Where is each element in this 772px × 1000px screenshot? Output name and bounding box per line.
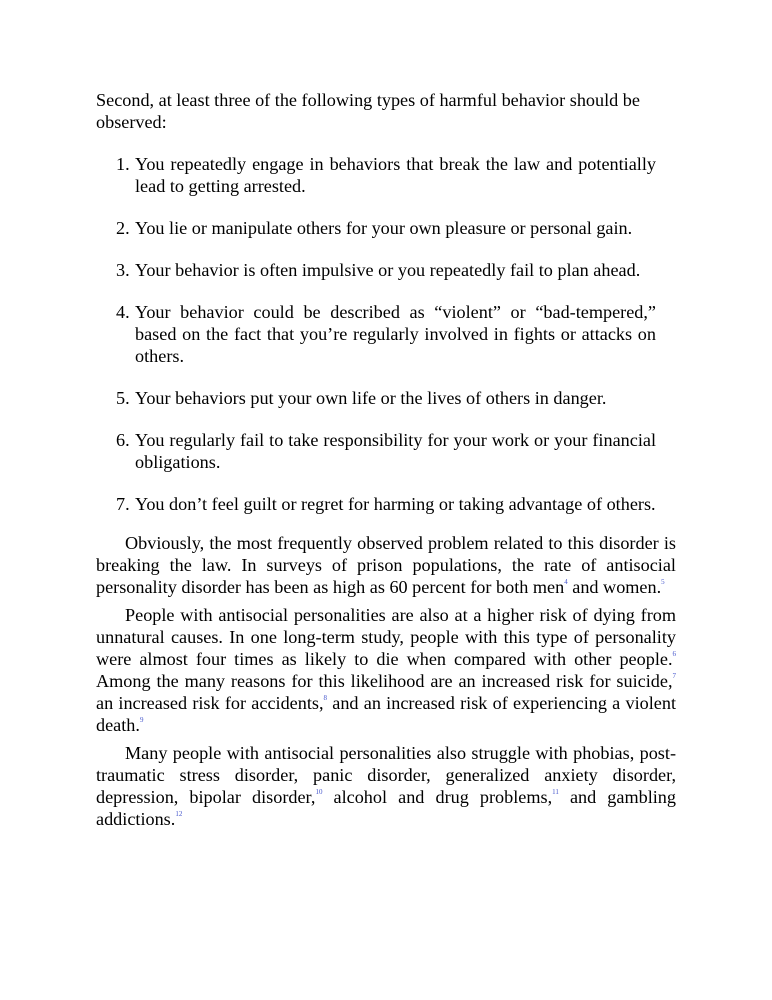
criteria-number: 3. [116, 260, 130, 280]
footnote-ref-12[interactable]: 12 [175, 810, 183, 818]
footnote-ref-4[interactable]: 4 [564, 578, 568, 586]
criteria-number: 6. [116, 430, 130, 450]
criteria-text: You regularly fail to take responsibility for your work or your financial obligations. [135, 430, 656, 472]
criteria-number: 1. [116, 154, 130, 174]
criteria-list [96, 153, 676, 515]
paragraph-prison-rates [96, 532, 676, 598]
criteria-number: 4. [116, 302, 130, 322]
criteria-number: 5. [116, 388, 130, 408]
paragraph-text: and gambling addictions. [96, 787, 676, 829]
footnote-ref-5[interactable]: 5 [661, 578, 665, 586]
criteria-text: Your behaviors put your own life or the lives of others in danger. [135, 388, 607, 408]
criteria-item [116, 429, 656, 473]
paragraph-text: Obviously, the most frequently observed problem related to this disorder is breaking the law. In surveys of prison populations, the rate of antisocial personality disorder has been as high as 60 percent for both men [96, 533, 676, 597]
criteria-item [116, 301, 656, 367]
criteria-text: Your behavior is often impulsive or you repeatedly fail to plan ahead. [135, 260, 641, 280]
criteria-number: 7. [116, 494, 130, 514]
footnote-ref-8[interactable]: 8 [323, 694, 328, 702]
page-body [96, 89, 676, 836]
paragraph-comorbidities [96, 742, 676, 830]
criteria-text: You repeatedly engage in behaviors that break the law and potentially lead to getting arrested. [135, 154, 656, 196]
criteria-text: Your behavior could be described as “violent” or “bad-tempered,” based on the fact that you’re regularly involved in fights or attacks on others. [135, 302, 656, 366]
criteria-item [116, 153, 656, 197]
footnote-ref-11[interactable]: 11 [552, 788, 559, 796]
paragraph-text: alcohol and drug problems, [322, 787, 553, 807]
paragraph-text: and women. [567, 577, 662, 597]
footnote-ref-10[interactable]: 10 [315, 788, 323, 796]
paragraph-text: People with antisocial personalities are also at a higher risk of dying from unnatural causes. In one long-term study, people with this type of personality were almost four times as likely to die when compared with other people. [96, 605, 676, 669]
criteria-number: 2. [116, 218, 130, 238]
intro-paragraph: Second, at least three of the following types of harmful behavior should be observed: [96, 90, 640, 132]
paragraph-mortality-risk [96, 604, 676, 736]
criteria-item [116, 259, 656, 281]
criteria-item [116, 217, 656, 239]
paragraph-text: Among the many reasons for this likelihood are an increased risk for suicide, [96, 671, 673, 691]
footnote-ref-6[interactable]: 6 [672, 650, 676, 658]
criteria-text: You lie or manipulate others for your own pleasure or personal gain. [135, 218, 633, 238]
paragraph-text: Many people with antisocial personalities also struggle with phobias, post-traumatic stress disorder, panic disorder, generalized anxiety disorder, depression, bipolar disorder, [96, 743, 676, 807]
footnote-ref-7[interactable]: 7 [672, 672, 676, 680]
criteria-item [116, 387, 656, 409]
criteria-text: You don’t feel guilt or regret for harming or taking advantage of others. [135, 494, 656, 514]
footnote-ref-9[interactable]: 9 [139, 716, 144, 724]
criteria-item [116, 493, 656, 515]
paragraph-text: an increased risk for accidents, [96, 693, 324, 713]
paragraph-text: and an increased risk of experiencing a violent death. [96, 693, 677, 735]
